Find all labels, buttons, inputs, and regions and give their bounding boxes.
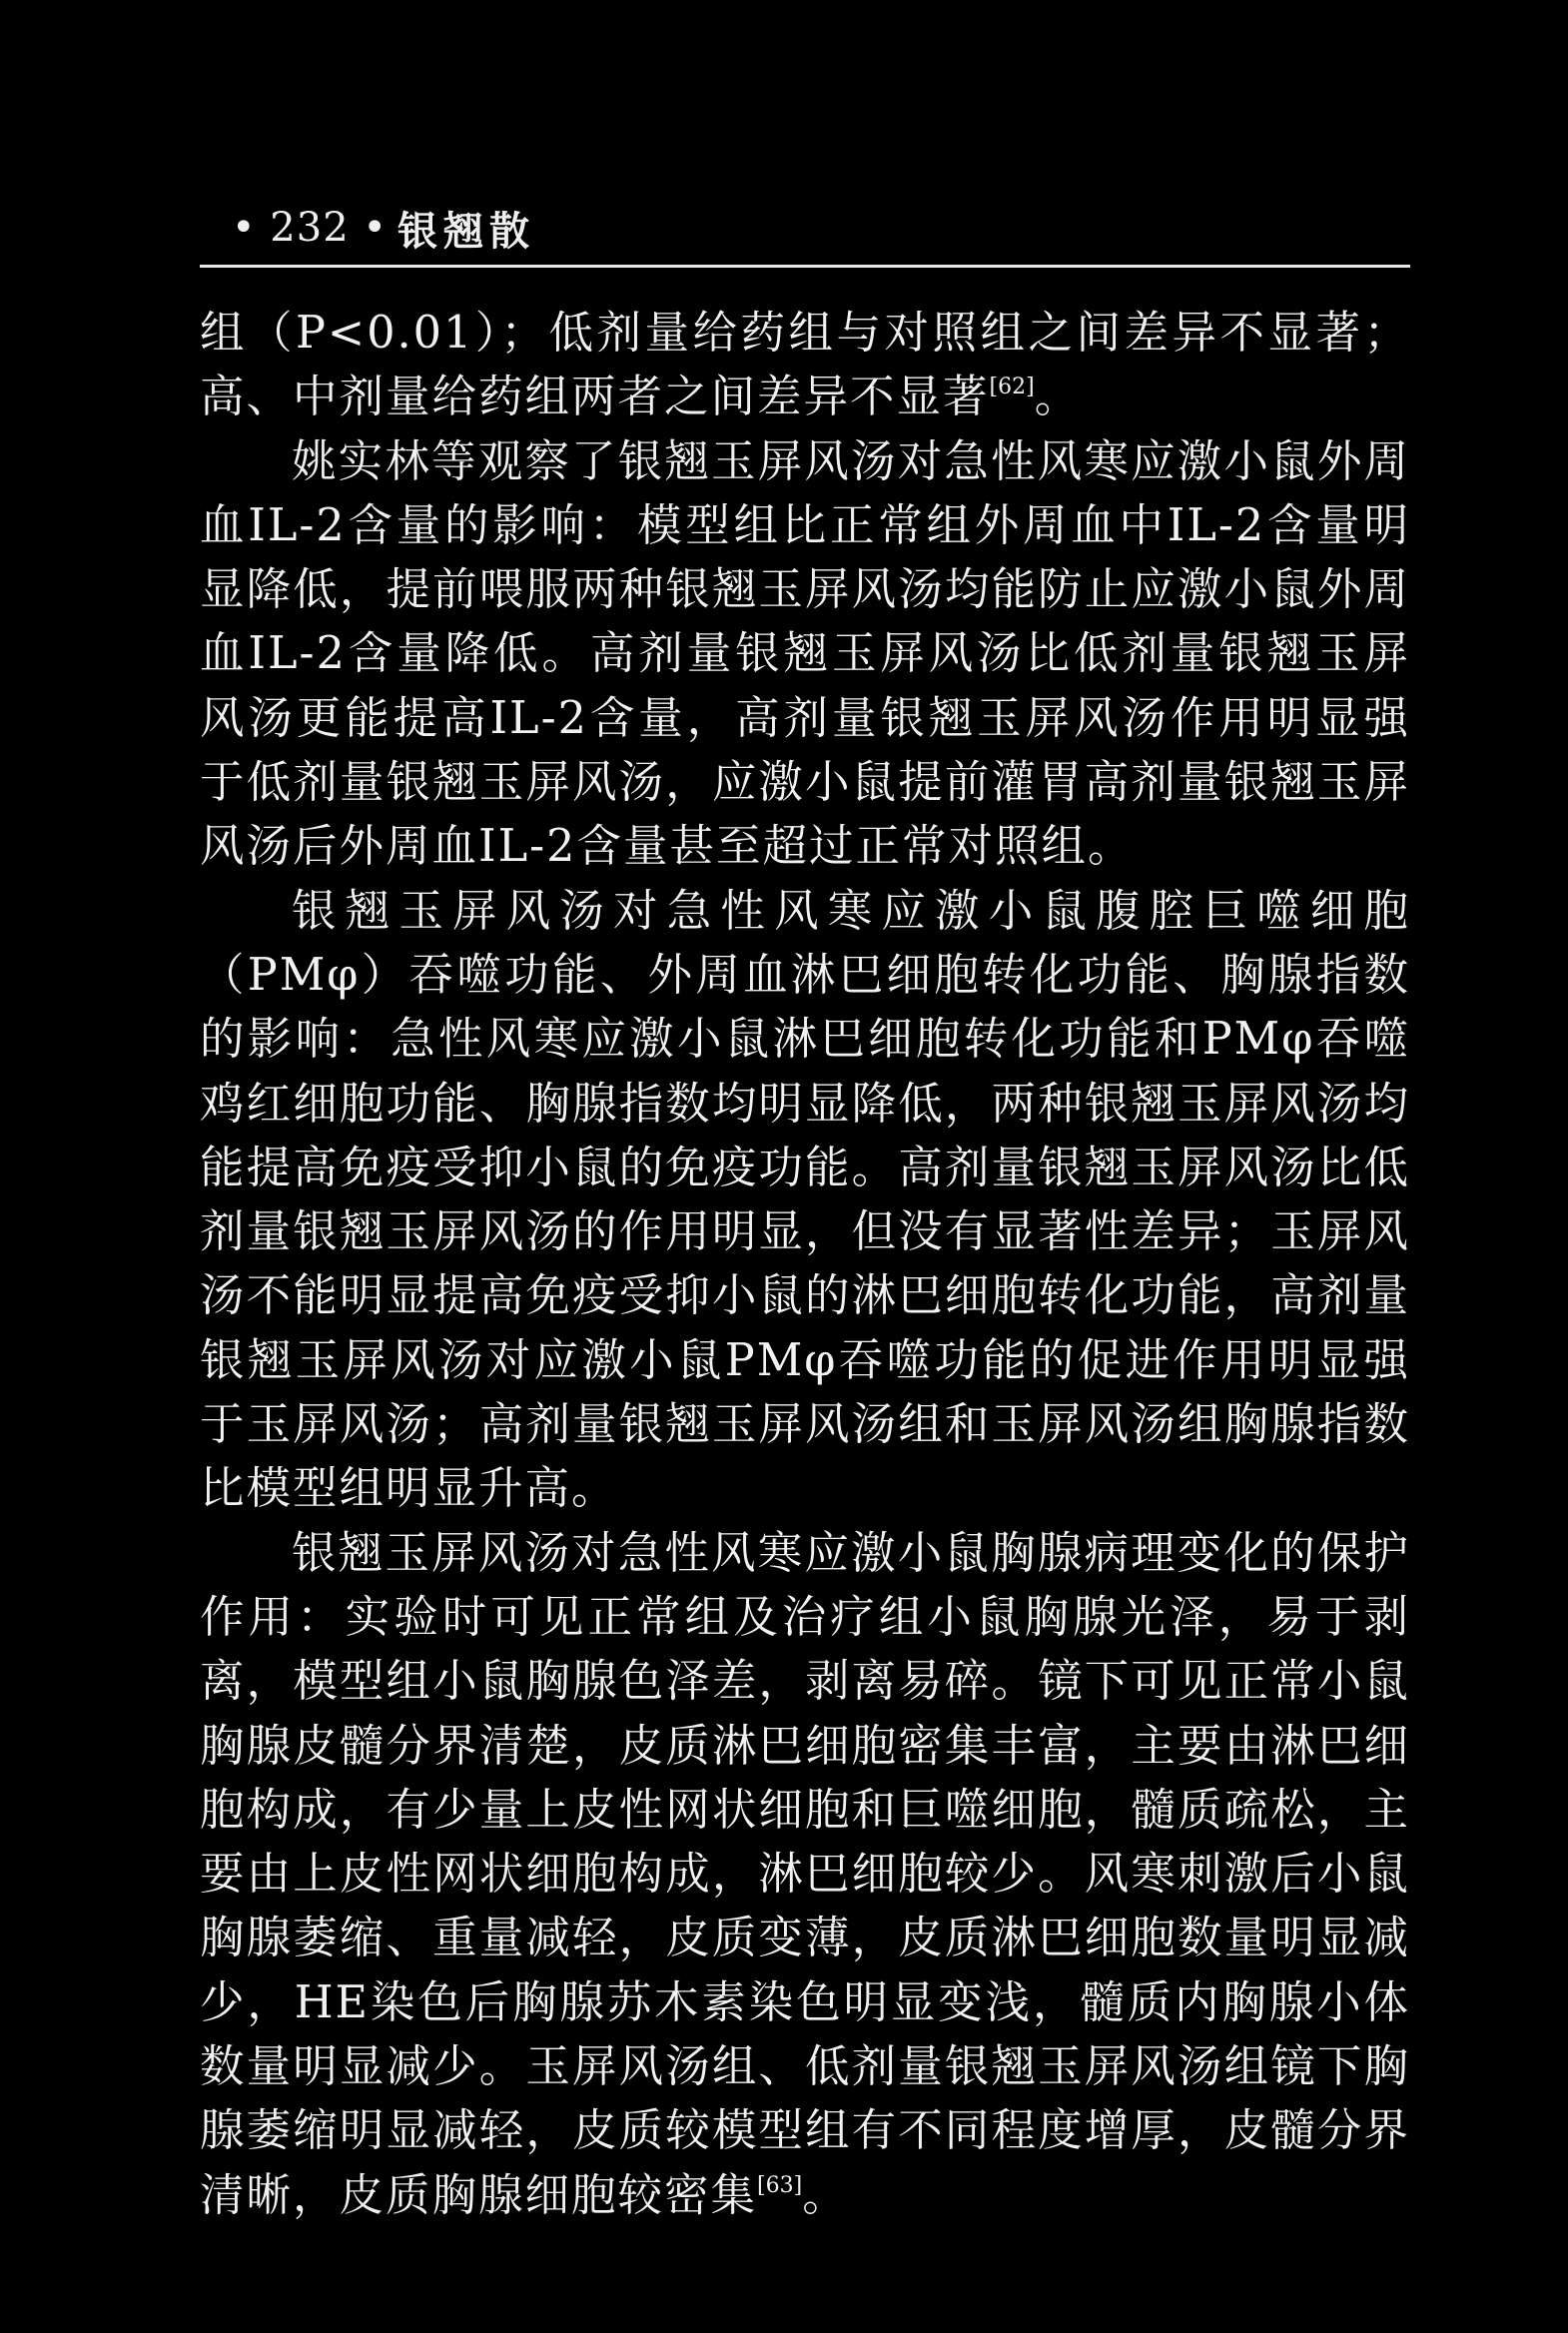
page-number: • 232 • xyxy=(232,205,388,251)
book-title: 银翘散 xyxy=(396,207,535,255)
paragraph-text: 银翘玉屏风汤对急性风寒应激小鼠腹腔巨噬细胞（PMφ）吞噬功能、外周血淋巴细胞转化功能、胸腺指数的影响：急性风寒应激小鼠淋巴细胞转化功能和PMφ吞噬鸡红细胞功能、胸腺指数均明显降低，两种银翘玉屏风汤均能提高免疫受抑小鼠的免疫功能。高剂量银翘玉屏风汤比低剂量银翘玉屏风汤的作用明显，但没有显著性差异；玉屏风汤不能明显提高免疫受抑小鼠的淋巴细胞转化功能，高剂量银翘玉屏风汤对应激小鼠PMφ吞噬功能的促进作用明显强于玉屏风汤；高剂量银翘玉屏风汤组和玉屏风汤组胸腺指数比模型组明显升高。 xyxy=(200,885,1410,1515)
header-rule xyxy=(200,265,1410,268)
paragraph-text: 银翘玉屏风汤对急性风寒应激小鼠胸腺病理变化的保护作用：实验时可见正常组及治疗组小鼠胸腺光泽，易于剥离，模型组小鼠胸腺色泽差，剥离易碎。镜下可见正常小鼠胸腺皮髓分界清楚，皮质淋巴细胞密集丰富，主要由淋巴细胞构成，有少量上皮性网状细胞和巨噬细胞，髓质疏松，主要由上皮性网状细胞构成，淋巴细胞较少。风寒刺激后小鼠胸腺萎缩、重量减轻，皮质变薄，皮质淋巴细胞数量明显减少，HE染色后胸腺苏木素染色明显变浅，髓质内胸腺小体数量明显减少。玉屏风汤组、低剂量银翘玉屏风汤组镜下胸腺萎缩明显减轻，皮质较模型组有不同程度增厚，皮髓分界清晰，皮质胸腺细胞较密集 xyxy=(200,1527,1410,2221)
citation-marker: [63] xyxy=(757,2172,803,2198)
paragraph-continued xyxy=(200,302,1410,430)
paragraph-text: 姚实林等观察了银翘玉屏风汤对急性风寒应激小鼠外周血IL-2含量的影响：模型组比正常组外周血中IL-2含量明显降低，提前喂服两种银翘玉屏风汤均能防止应激小鼠外周血IL-2含量降低。高剂量银翘玉屏风汤比低剂量银翘玉屏风汤更能提高IL-2含量，高剂量银翘玉屏风汤作用明显强于低剂量银翘玉屏风汤，应激小鼠提前灌胃高剂量银翘玉屏风汤后外周血IL-2含量甚至超过正常对照组。 xyxy=(200,435,1410,873)
paragraph-il2 xyxy=(200,430,1410,880)
paragraph-tail: 。 xyxy=(1034,372,1082,423)
paragraph-text: 组（P<0.01）；低剂量给药组与对照组之间差异不显著；高、中剂量给药组两者之间差异不显著 xyxy=(200,308,1410,423)
running-head xyxy=(232,198,535,258)
citation-marker: [62] xyxy=(989,375,1035,400)
body-text xyxy=(200,302,1410,2228)
paragraph-thymus-pathology xyxy=(200,1522,1410,2228)
paragraph-pm-phagocytosis xyxy=(200,880,1410,1522)
paragraph-tail: 。 xyxy=(802,2169,849,2221)
